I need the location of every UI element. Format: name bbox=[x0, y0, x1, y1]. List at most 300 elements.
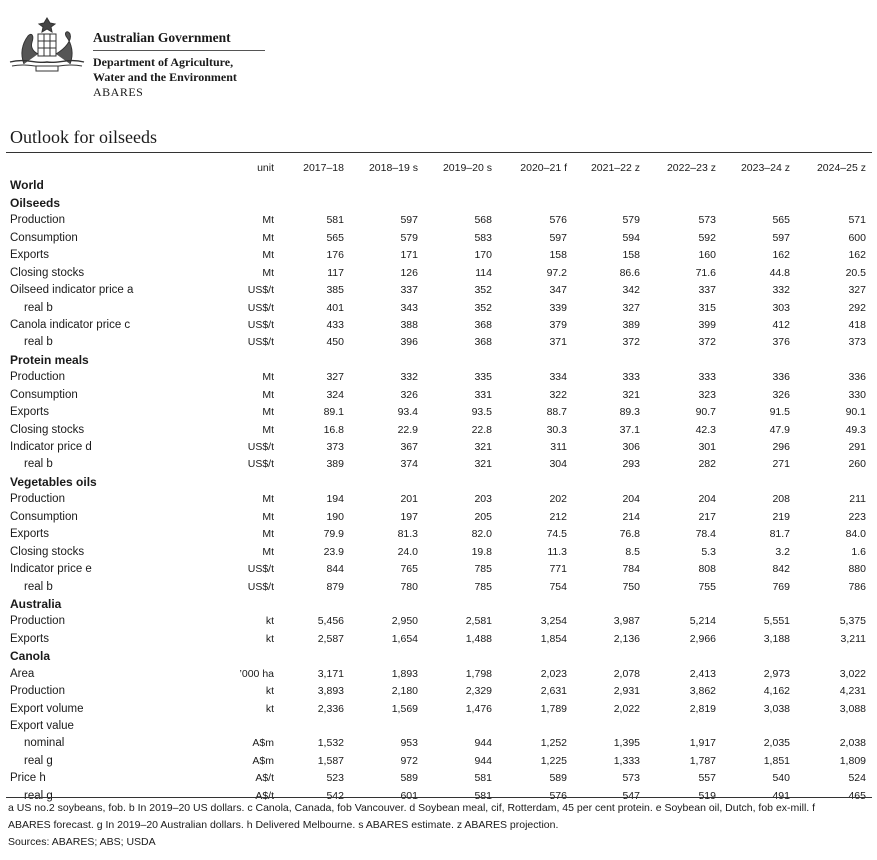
value-cell: 217 bbox=[698, 510, 716, 523]
value-cell: 2,819 bbox=[689, 702, 716, 715]
value-cell: 372 bbox=[622, 336, 640, 349]
value-cell: 1,654 bbox=[391, 632, 418, 645]
value-cell: 208 bbox=[772, 493, 790, 506]
row-label: Oilseed indicator price a bbox=[10, 284, 134, 297]
value-cell: 4,231 bbox=[839, 685, 866, 698]
value-cell: 160 bbox=[698, 249, 716, 262]
value-cell: 1.6 bbox=[851, 545, 866, 558]
value-cell: 1,789 bbox=[540, 702, 567, 715]
value-cell: 20.5 bbox=[845, 266, 866, 279]
value-cell: 576 bbox=[549, 789, 567, 802]
section-heading-row bbox=[6, 352, 874, 369]
value-cell: 418 bbox=[848, 318, 866, 331]
unit-cell: US$/t bbox=[247, 458, 274, 471]
table-row bbox=[6, 422, 874, 439]
unit-cell: US$/t bbox=[247, 284, 274, 297]
value-cell: 1,252 bbox=[540, 737, 567, 750]
value-cell: 291 bbox=[848, 441, 866, 453]
value-cell: 2,078 bbox=[613, 667, 640, 680]
value-cell: 81.3 bbox=[397, 528, 418, 541]
value-cell: 212 bbox=[549, 510, 567, 523]
value-cell: 5,551 bbox=[763, 615, 790, 628]
oilseeds-outlook-table bbox=[6, 160, 874, 805]
year-column-header: 2021–22 z bbox=[590, 162, 640, 174]
value-cell: 565 bbox=[326, 231, 344, 244]
value-cell: 367 bbox=[400, 441, 418, 453]
year-column-header: 2022–23 z bbox=[666, 162, 716, 174]
value-cell: 219 bbox=[772, 510, 790, 523]
value-cell: 401 bbox=[326, 301, 344, 314]
value-cell: 368 bbox=[474, 336, 492, 349]
unit-cell: Mt bbox=[262, 545, 274, 558]
value-cell: 205 bbox=[474, 510, 492, 523]
value-cell: 2,329 bbox=[465, 685, 492, 698]
commonwealth-coat-of-arms-icon bbox=[6, 14, 88, 74]
row-label: Indicator price d bbox=[10, 441, 92, 453]
footnote-line: ABARES forecast. g In 2019–20 Australian dollars. h Delivered Melbourne. s ABARES estimate. z ABARES projection. bbox=[8, 819, 559, 831]
value-cell: 79.9 bbox=[323, 528, 344, 541]
unit-cell: US$/t bbox=[247, 336, 274, 349]
value-cell: 3,893 bbox=[317, 685, 344, 698]
value-cell: 1,333 bbox=[613, 754, 640, 767]
value-cell: 91.5 bbox=[769, 406, 790, 419]
value-cell: 3,171 bbox=[317, 667, 344, 680]
value-cell: 412 bbox=[772, 318, 790, 331]
value-cell: 579 bbox=[400, 231, 418, 244]
unit-cell: A$/t bbox=[255, 789, 274, 802]
section-heading: Protein meals bbox=[10, 352, 89, 367]
page-title: Outlook for oilseeds bbox=[10, 127, 157, 147]
unit-cell: Mt bbox=[262, 423, 274, 436]
value-cell: 90.1 bbox=[845, 406, 866, 419]
table-row bbox=[6, 666, 874, 683]
value-cell: 2,180 bbox=[391, 685, 418, 698]
value-cell: 755 bbox=[698, 580, 716, 593]
value-cell: 786 bbox=[848, 580, 866, 593]
value-cell: 296 bbox=[772, 441, 790, 453]
value-cell: 171 bbox=[400, 249, 418, 262]
value-cell: 347 bbox=[549, 284, 567, 297]
unit-cell: US$/t bbox=[247, 563, 274, 576]
value-cell: 306 bbox=[622, 441, 640, 453]
value-cell: 336 bbox=[772, 371, 790, 384]
value-cell: 194 bbox=[326, 493, 344, 506]
unit-cell: ’000 ha bbox=[239, 667, 274, 680]
value-cell: 592 bbox=[698, 231, 716, 244]
row-label: real g bbox=[24, 789, 53, 802]
table-row bbox=[6, 404, 874, 421]
value-cell: 24.0 bbox=[397, 545, 418, 558]
value-cell: 74.5 bbox=[546, 528, 567, 541]
row-label: real b bbox=[24, 336, 53, 349]
value-cell: 1,851 bbox=[763, 754, 790, 767]
value-cell: 542 bbox=[326, 789, 344, 802]
value-cell: 371 bbox=[549, 336, 567, 349]
value-cell: 597 bbox=[772, 231, 790, 244]
value-cell: 203 bbox=[474, 493, 492, 506]
table-row bbox=[6, 212, 874, 229]
value-cell: 158 bbox=[549, 249, 567, 262]
value-cell: 88.7 bbox=[546, 406, 567, 419]
value-cell: 399 bbox=[698, 318, 716, 331]
value-cell: 581 bbox=[326, 214, 344, 227]
value-cell: 49.3 bbox=[845, 423, 866, 436]
government-name: Australian Government bbox=[93, 30, 231, 45]
value-cell: 311 bbox=[550, 441, 567, 453]
value-cell: 5,456 bbox=[317, 615, 344, 628]
row-label: Closing stocks bbox=[10, 423, 85, 436]
year-column-header: 2020–21 f bbox=[520, 162, 567, 174]
value-cell: 47.9 bbox=[769, 423, 790, 436]
value-cell: 769 bbox=[772, 580, 790, 593]
unit-cell: A$m bbox=[252, 737, 274, 750]
value-cell: 8.5 bbox=[625, 545, 640, 558]
value-cell: 1,798 bbox=[465, 667, 492, 680]
row-label: Production bbox=[10, 371, 65, 384]
value-cell: 844 bbox=[326, 563, 344, 576]
value-cell: 2,581 bbox=[465, 615, 492, 628]
header-divider bbox=[93, 50, 265, 51]
value-cell: 2,038 bbox=[839, 737, 866, 750]
value-cell: 204 bbox=[622, 493, 640, 506]
value-cell: 323 bbox=[698, 388, 716, 401]
value-cell: 89.3 bbox=[619, 406, 640, 419]
value-cell: 374 bbox=[400, 458, 418, 471]
year-column-header: 2019–20 s bbox=[442, 162, 492, 174]
section-heading: Canola bbox=[10, 649, 51, 664]
value-cell: 368 bbox=[474, 318, 492, 331]
value-cell: 89.1 bbox=[323, 406, 344, 419]
year-column-header: 2023–24 z bbox=[740, 162, 790, 174]
value-cell: 304 bbox=[549, 458, 567, 471]
value-cell: 372 bbox=[698, 336, 716, 349]
value-cell: 389 bbox=[326, 458, 344, 471]
value-cell: 334 bbox=[549, 371, 567, 384]
table-row bbox=[6, 579, 874, 596]
value-cell: 162 bbox=[848, 249, 866, 262]
table-row bbox=[6, 282, 874, 299]
value-cell: 204 bbox=[698, 493, 716, 506]
value-cell: 601 bbox=[400, 789, 418, 802]
value-cell: 1,917 bbox=[689, 737, 716, 750]
table-row bbox=[6, 770, 874, 787]
unit-cell: kt bbox=[265, 615, 274, 628]
unit-cell: kt bbox=[265, 702, 274, 715]
value-cell: 93.5 bbox=[471, 406, 492, 419]
row-label: real b bbox=[24, 580, 53, 593]
value-cell: 315 bbox=[698, 301, 716, 314]
table-row bbox=[6, 561, 874, 578]
row-label: Canola indicator price c bbox=[10, 318, 131, 331]
row-label: Export value bbox=[10, 720, 74, 732]
value-cell: 1,532 bbox=[317, 737, 344, 750]
value-cell: 568 bbox=[474, 214, 492, 227]
value-cell: 944 bbox=[474, 754, 492, 767]
value-cell: 1,488 bbox=[465, 632, 492, 645]
unit-cell: US$/t bbox=[247, 441, 274, 453]
row-label: Closing stocks bbox=[10, 545, 85, 558]
value-cell: 780 bbox=[400, 580, 418, 593]
department-name-line2: Water and the Environment bbox=[93, 70, 237, 84]
table-row bbox=[6, 683, 874, 700]
table-row bbox=[6, 317, 874, 334]
value-cell: 540 bbox=[772, 772, 790, 785]
value-cell: 42.3 bbox=[695, 423, 716, 436]
value-cell: 491 bbox=[772, 789, 790, 802]
table-row bbox=[6, 491, 874, 508]
value-cell: 271 bbox=[772, 458, 790, 471]
row-label: Exports bbox=[10, 249, 49, 262]
value-cell: 5,375 bbox=[839, 615, 866, 628]
value-cell: 2,336 bbox=[317, 702, 344, 715]
value-cell: 465 bbox=[848, 789, 866, 802]
unit-cell: Mt bbox=[262, 231, 274, 244]
row-label: real b bbox=[24, 301, 53, 314]
value-cell: 785 bbox=[474, 580, 492, 593]
row-label: Export volume bbox=[10, 702, 84, 715]
value-cell: 2,035 bbox=[763, 737, 790, 750]
value-cell: 3,022 bbox=[839, 667, 866, 680]
value-cell: 581 bbox=[474, 772, 492, 785]
value-cell: 1,569 bbox=[391, 702, 418, 715]
unit-cell: A$m bbox=[252, 754, 274, 767]
value-cell: 2,136 bbox=[613, 632, 640, 645]
value-cell: 333 bbox=[622, 371, 640, 384]
value-cell: 339 bbox=[549, 301, 567, 314]
value-cell: 784 bbox=[622, 563, 640, 576]
section-heading: Oilseeds bbox=[10, 195, 61, 210]
table-row bbox=[6, 369, 874, 386]
value-cell: 211 bbox=[849, 493, 866, 506]
table-row bbox=[6, 544, 874, 561]
section-heading-row bbox=[6, 177, 874, 194]
table-row bbox=[6, 247, 874, 264]
table-footnotes bbox=[8, 800, 872, 851]
row-label: Consumption bbox=[10, 231, 78, 244]
value-cell: 547 bbox=[622, 789, 640, 802]
value-cell: 4,162 bbox=[763, 685, 790, 698]
value-cell: 3,188 bbox=[763, 632, 790, 645]
value-cell: 158 bbox=[622, 249, 640, 262]
value-cell: 201 bbox=[400, 493, 418, 506]
table-row bbox=[6, 230, 874, 247]
value-cell: 30.3 bbox=[546, 423, 567, 436]
footnote-line: a US no.2 soybeans, fob. b In 2019–20 US dollars. c Canola, Canada, fob Vancouver. d Soybean meal, cif, Rotterdam, 45 per cent protein. e Soybean oil, Dutch, fob ex-mill. f bbox=[8, 802, 816, 814]
value-cell: 81.7 bbox=[769, 528, 790, 541]
table-row bbox=[6, 265, 874, 282]
row-label: Production bbox=[10, 214, 65, 227]
unit-cell: kt bbox=[265, 685, 274, 698]
row-label: Closing stocks bbox=[10, 266, 85, 279]
value-cell: 90.7 bbox=[695, 406, 716, 419]
value-cell: 343 bbox=[400, 301, 418, 314]
value-cell: 321 bbox=[474, 441, 492, 453]
unit-cell: Mt bbox=[262, 510, 274, 523]
value-cell: 385 bbox=[326, 284, 344, 297]
value-cell: 2,413 bbox=[689, 667, 716, 680]
unit-cell: Mt bbox=[262, 249, 274, 262]
value-cell: 557 bbox=[698, 772, 716, 785]
value-cell: 76.8 bbox=[619, 528, 640, 541]
unit-cell: A$/t bbox=[255, 772, 274, 785]
value-cell: 523 bbox=[326, 772, 344, 785]
row-label: real b bbox=[24, 458, 53, 471]
table-row bbox=[6, 439, 874, 456]
value-cell: 842 bbox=[772, 563, 790, 576]
value-cell: 93.4 bbox=[397, 406, 418, 419]
row-label: Production bbox=[10, 493, 65, 506]
value-cell: 589 bbox=[400, 772, 418, 785]
row-label: Production bbox=[10, 615, 65, 628]
value-cell: 19.8 bbox=[471, 545, 492, 558]
value-cell: 197 bbox=[400, 510, 418, 523]
value-cell: 117 bbox=[327, 266, 344, 279]
value-cell: 750 bbox=[622, 580, 640, 593]
unit-cell: Mt bbox=[262, 493, 274, 506]
value-cell: 573 bbox=[698, 214, 716, 227]
table-row bbox=[6, 631, 874, 648]
value-cell: 330 bbox=[848, 388, 866, 401]
table-row bbox=[6, 718, 874, 735]
value-cell: 214 bbox=[622, 510, 640, 523]
value-cell: 114 bbox=[475, 266, 492, 279]
value-cell: 771 bbox=[549, 563, 567, 576]
value-cell: 2,931 bbox=[613, 685, 640, 698]
value-cell: 3,211 bbox=[840, 632, 866, 645]
value-cell: 2,022 bbox=[613, 702, 640, 715]
value-cell: 11.3 bbox=[547, 545, 567, 558]
unit-cell: Mt bbox=[262, 528, 274, 541]
value-cell: 972 bbox=[400, 754, 418, 767]
value-cell: 2,023 bbox=[540, 667, 567, 680]
value-cell: 327 bbox=[848, 284, 866, 297]
value-cell: 2,631 bbox=[540, 685, 567, 698]
value-cell: 597 bbox=[549, 231, 567, 244]
page-header bbox=[0, 0, 877, 108]
value-cell: 336 bbox=[848, 371, 866, 384]
row-label: Exports bbox=[10, 632, 49, 645]
section-heading: World bbox=[10, 178, 44, 193]
value-cell: 3,862 bbox=[689, 685, 716, 698]
table-row bbox=[6, 701, 874, 718]
value-cell: 785 bbox=[474, 563, 492, 576]
table-bottom-divider bbox=[6, 797, 872, 798]
value-cell: 126 bbox=[400, 266, 418, 279]
value-cell: 573 bbox=[622, 772, 640, 785]
value-cell: 1,893 bbox=[391, 667, 418, 680]
value-cell: 321 bbox=[474, 458, 492, 471]
value-cell: 3.2 bbox=[775, 545, 790, 558]
section-heading: Australia bbox=[10, 596, 62, 611]
value-cell: 2,950 bbox=[391, 615, 418, 628]
value-cell: 2,587 bbox=[317, 632, 344, 645]
value-cell: 71.6 bbox=[695, 266, 716, 279]
table-body bbox=[6, 177, 874, 805]
unit-cell: Mt bbox=[262, 266, 274, 279]
value-cell: 953 bbox=[400, 737, 418, 750]
row-label: Production bbox=[10, 685, 65, 698]
value-cell: 176 bbox=[326, 249, 344, 262]
year-column-header: 2017–18 bbox=[303, 162, 344, 174]
row-label: real g bbox=[24, 754, 53, 767]
sources-line: Sources: ABARES; ABS; USDA bbox=[8, 836, 156, 848]
value-cell: 565 bbox=[772, 214, 790, 227]
value-cell: 597 bbox=[400, 214, 418, 227]
value-cell: 22.9 bbox=[397, 423, 418, 436]
unit-column-header: unit bbox=[257, 162, 274, 174]
value-cell: 379 bbox=[549, 318, 567, 331]
value-cell: 327 bbox=[622, 301, 640, 314]
value-cell: 373 bbox=[848, 336, 866, 349]
value-cell: 326 bbox=[400, 388, 418, 401]
row-label: Exports bbox=[10, 528, 49, 541]
value-cell: 376 bbox=[772, 336, 790, 349]
unit-cell: US$/t bbox=[247, 580, 274, 593]
value-cell: 589 bbox=[549, 772, 567, 785]
section-heading-row bbox=[6, 195, 874, 212]
row-label: Consumption bbox=[10, 388, 78, 401]
unit-cell: kt bbox=[265, 632, 274, 645]
value-cell: 3,254 bbox=[540, 615, 567, 628]
table-header-row bbox=[6, 160, 874, 177]
value-cell: 44.8 bbox=[769, 266, 790, 279]
value-cell: 337 bbox=[400, 284, 418, 297]
unit-cell: US$/t bbox=[247, 318, 274, 331]
unit-cell: Mt bbox=[262, 406, 274, 419]
value-cell: 450 bbox=[326, 336, 344, 349]
value-cell: 1,587 bbox=[317, 754, 344, 767]
row-label: Consumption bbox=[10, 510, 78, 523]
value-cell: 78.4 bbox=[695, 528, 716, 541]
value-cell: 1,225 bbox=[540, 754, 567, 767]
value-cell: 22.8 bbox=[471, 423, 492, 436]
value-cell: 1,854 bbox=[540, 632, 567, 645]
section-heading: Vegetables oils bbox=[10, 474, 97, 489]
value-cell: 944 bbox=[474, 737, 492, 750]
value-cell: 170 bbox=[474, 249, 492, 262]
value-cell: 162 bbox=[772, 249, 790, 262]
value-cell: 880 bbox=[848, 563, 866, 576]
value-cell: 1,809 bbox=[839, 754, 866, 767]
value-cell: 321 bbox=[622, 388, 640, 401]
year-column-header: 2024–25 z bbox=[816, 162, 866, 174]
year-column-header: 2018–19 s bbox=[368, 162, 418, 174]
value-cell: 583 bbox=[474, 231, 492, 244]
value-cell: 86.6 bbox=[619, 266, 640, 279]
value-cell: 879 bbox=[326, 580, 344, 593]
value-cell: 260 bbox=[848, 458, 866, 471]
value-cell: 581 bbox=[474, 789, 492, 802]
value-cell: 335 bbox=[474, 371, 492, 384]
value-cell: 373 bbox=[326, 441, 344, 453]
value-cell: 3,038 bbox=[763, 702, 790, 715]
unit-cell: Mt bbox=[262, 214, 274, 227]
value-cell: 579 bbox=[622, 214, 640, 227]
value-cell: 576 bbox=[549, 214, 567, 227]
row-label: Area bbox=[10, 667, 35, 680]
value-cell: 97.2 bbox=[546, 266, 567, 279]
value-cell: 332 bbox=[400, 371, 418, 384]
value-cell: 322 bbox=[549, 388, 567, 401]
value-cell: 1,787 bbox=[689, 754, 716, 767]
value-cell: 754 bbox=[549, 580, 567, 593]
value-cell: 337 bbox=[698, 284, 716, 297]
value-cell: 765 bbox=[400, 563, 418, 576]
value-cell: 352 bbox=[474, 284, 492, 297]
value-cell: 571 bbox=[848, 214, 866, 227]
table-row bbox=[6, 526, 874, 543]
value-cell: 223 bbox=[848, 510, 866, 523]
